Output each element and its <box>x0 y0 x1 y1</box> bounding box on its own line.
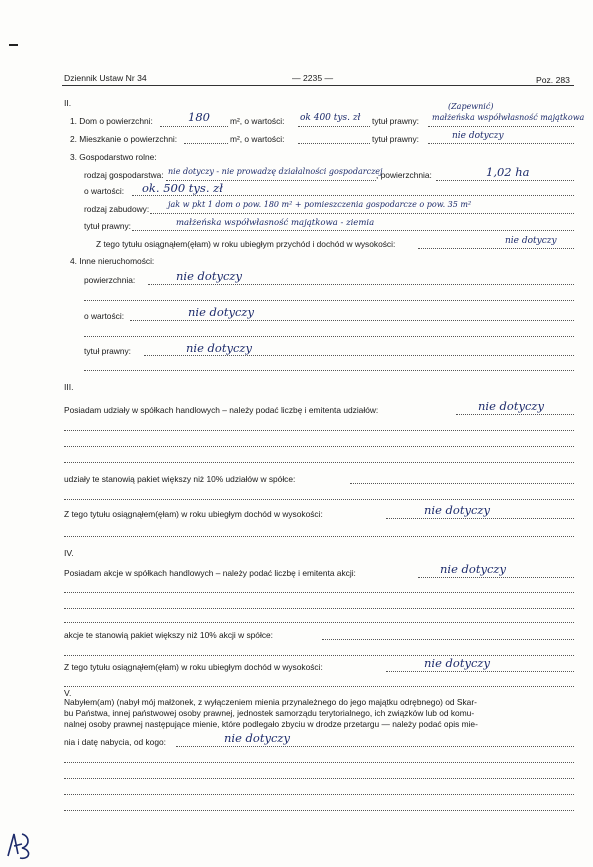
stocks-line-4 <box>64 622 574 623</box>
farm-build-line <box>150 213 574 214</box>
stocks-line-3 <box>64 608 574 609</box>
flat-value-line <box>298 143 370 144</box>
house-title-value: małżeńska współwłasność majątkowa <box>432 113 585 122</box>
farm-title-value: małżeńska współwłasność majątkowa - ziemia <box>176 218 375 228</box>
farm-type-value: nie dotyczy - nie prowadzę działalności gospodarczej <box>168 167 383 176</box>
acquisition-text-4: nia i datę nabycia, od kogo: <box>64 737 166 747</box>
section-4-numeral: IV. <box>64 548 74 558</box>
house-title-note: (Zapewnić) <box>448 102 494 111</box>
stocks-income-line <box>386 671 574 672</box>
header-rule <box>62 85 574 86</box>
other-value-line-2 <box>84 336 574 337</box>
house-area-label: 1. Dom o powierzchni: <box>70 116 153 126</box>
shares-line-2 <box>64 430 574 431</box>
house-value-label: m², o wartości: <box>230 116 285 126</box>
house-title-label: tytuł prawny: <box>372 116 420 126</box>
other-area-label: powierzchnia: <box>84 275 136 285</box>
acquisition-value: nie dotyczy <box>224 731 290 745</box>
stocks-line <box>418 577 574 578</box>
margin-mark <box>9 44 18 46</box>
shares-income-label: Z tego tytułu osiągnąłem(ęłam) w roku ubiegłym dochód w wysokości: <box>64 509 323 519</box>
farm-income-value: nie dotyczy <box>505 236 557 246</box>
shares-value: nie dotyczy <box>478 399 544 413</box>
other-title-line <box>144 355 574 356</box>
shares-package-line <box>350 483 574 484</box>
acquisition-line-5 <box>64 810 574 811</box>
flat-title-line <box>428 143 574 144</box>
flat-value-label: m², o wartości: <box>230 134 285 144</box>
shares-income-line-2 <box>64 536 574 537</box>
stocks-line-2 <box>64 592 574 593</box>
acquisition-line-3 <box>64 778 574 779</box>
farm-type-label: rodzaj gospodarstwa: <box>84 170 164 180</box>
farm-label: 3. Gospodarstwo rolne: <box>70 152 157 162</box>
shares-income-line <box>386 518 574 519</box>
farm-income-label: Z tego tytułu osiągnąłem(ęłam) w roku ubiegłym przychód i dochód w wysokości: <box>96 239 396 249</box>
other-value-label: o wartości: <box>84 311 125 321</box>
section-5-numeral: V. <box>64 688 72 698</box>
flat-area-line <box>184 143 228 144</box>
acquisition-line-4 <box>64 794 574 795</box>
stocks-value: nie dotyczy <box>440 562 506 576</box>
farm-area-line <box>436 180 574 181</box>
page-number: — 2235 — <box>292 73 334 83</box>
other-title-value: nie dotyczy <box>186 341 252 355</box>
stocks-income-label: Z tego tytułu osiągnąłem(ęłam) w roku ubiegłym dochód w wysokości: <box>64 662 323 672</box>
section-3-numeral: III. <box>64 382 74 392</box>
stocks-income-line-2 <box>64 686 574 687</box>
other-property-label: 4. Inne nieruchomości: <box>70 256 155 266</box>
shares-package-line-2 <box>64 499 574 500</box>
shares-label: Posiadam udziały w spółkach handlowych – należy podać liczbę i emitenta udziałów: <box>64 405 379 415</box>
flat-area-label: 2. Mieszkanie o powierzchni: <box>70 134 178 144</box>
farm-value-label: o wartości: <box>84 186 125 196</box>
other-area-line <box>148 284 574 285</box>
acquisition-line <box>176 746 574 747</box>
acquisition-text-3: nalnej osoby prawnej następujące mienie, które podlegało zbyciu w drodze przetargu — należy podać opis mie- <box>64 719 478 729</box>
farm-area-value: 1,02 ha <box>486 165 530 179</box>
house-area-value: 180 <box>188 110 210 124</box>
house-value-line <box>298 126 370 127</box>
stocks-package-label: akcje te stanowią pakiet większy niż 10% akcji w spółce: <box>64 630 274 640</box>
house-area-line <box>160 126 228 127</box>
other-value-value: nie dotyczy <box>188 305 254 319</box>
stocks-package-line <box>322 639 574 640</box>
other-area-line-2 <box>84 300 574 301</box>
farm-title-label: tytuł prawny: <box>84 221 132 231</box>
acquisition-line-2 <box>64 762 574 763</box>
house-title-line <box>428 126 574 127</box>
shares-line <box>456 414 574 415</box>
farm-title-line <box>132 230 574 231</box>
farm-income-line <box>418 248 574 249</box>
shares-line-3 <box>64 446 574 447</box>
section-2-numeral: II. <box>64 98 72 108</box>
other-area-value: nie dotyczy <box>176 269 242 283</box>
farm-build-value: jak w pkt 1 dom o pow. 180 m² + pomieszczenia gospodarcze o pow. 35 m² <box>168 200 472 209</box>
stocks-income-value: nie dotyczy <box>424 656 490 670</box>
house-value-value: ok 400 tys. zł <box>300 113 361 123</box>
shares-package-label: udziały te stanowią pakiet większy niż 10% udziałów w spółce: <box>64 474 296 484</box>
flat-title-label: tytuł prawny: <box>372 134 420 144</box>
farm-value-value: ok. 500 tys. zł <box>142 181 223 195</box>
shares-income-value: nie dotyczy <box>424 503 490 517</box>
farm-value-line <box>132 195 574 196</box>
stocks-package-line-2 <box>64 655 574 656</box>
journal-name: Dziennik Ustaw Nr 34 <box>64 73 147 83</box>
farm-area-label: , powierzchnia: <box>376 170 432 180</box>
other-title-label: tytuł prawny: <box>84 346 132 356</box>
shares-line-4 <box>64 462 574 463</box>
other-title-line-2 <box>84 370 574 371</box>
farm-build-label: rodzaj zabudowy: <box>84 204 150 214</box>
position-number: Poz. 283 <box>536 75 570 85</box>
other-value-line <box>130 320 574 321</box>
acquisition-text-2: bu Państwa, innej państwowej osoby prawnej, jednostek samorządu terytorialnego, ich związków lub od komu- <box>64 708 475 718</box>
initials-signature <box>4 828 38 864</box>
stocks-label: Posiadam akcje w spółkach handlowych – należy podać liczbę i emitenta akcji: <box>64 568 356 578</box>
flat-title-value: nie dotyczy <box>452 131 504 141</box>
acquisition-text-1: Nabyłem(am) (nabył mój małżonek, z wyłączeniem mienia przynależnego do jego majątku odrębnego) od Skar- <box>64 697 477 707</box>
